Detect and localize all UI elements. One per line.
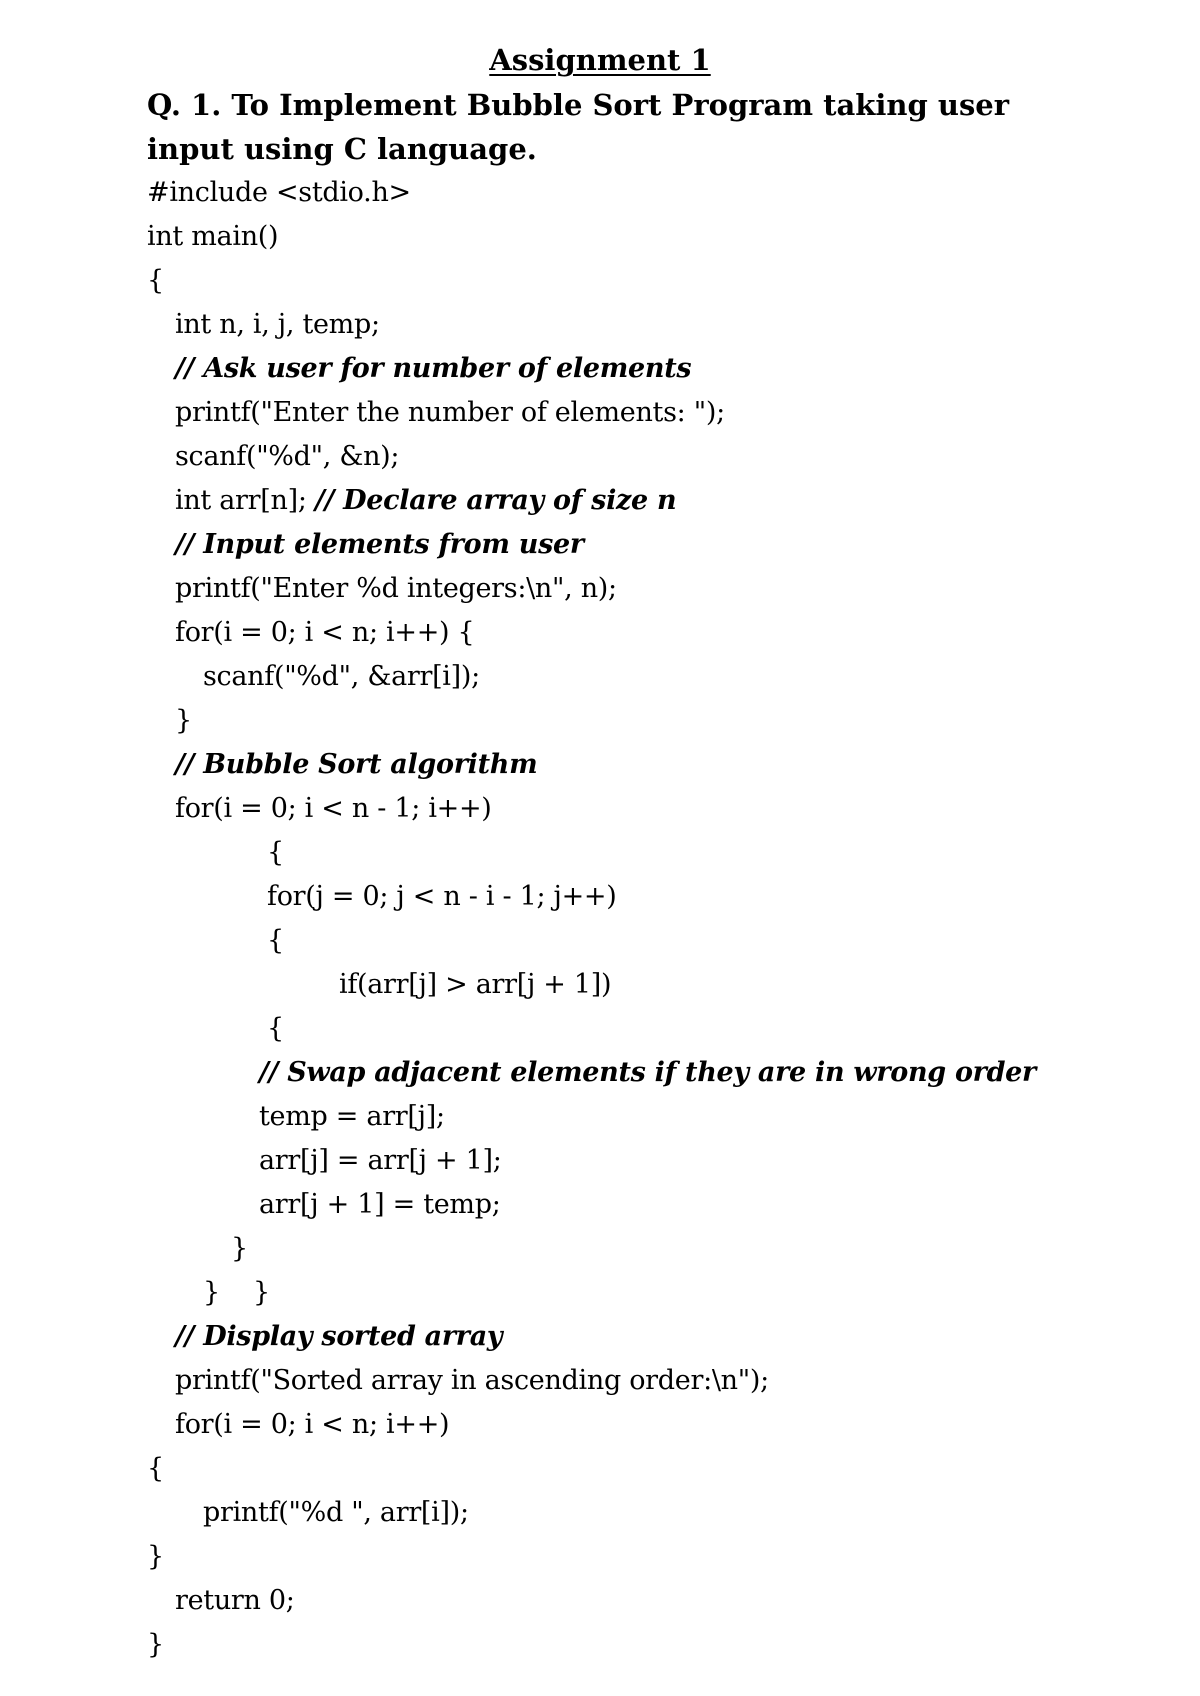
code-line — [147, 1535, 1107, 1579]
code-text: scanf("%d", &arr[i]); — [203, 661, 480, 692]
code-text: for(i = 0; i < n; i++) — [175, 1409, 450, 1440]
code-line — [147, 259, 1107, 303]
code-comment: // Swap adjacent elements if they are in wrong order — [259, 1057, 1036, 1088]
code-line — [147, 963, 1107, 1007]
code-text: printf("Sorted array in ascending order:\n"); — [175, 1365, 769, 1396]
code-line — [147, 1359, 1107, 1403]
code-line — [147, 743, 1107, 787]
code-comment: // Declare array of size n — [314, 485, 677, 516]
code-text: int arr[n]; — [175, 485, 315, 516]
code-text: { — [267, 925, 284, 956]
code-line — [147, 831, 1107, 875]
code-line — [147, 1227, 1107, 1271]
code-text: { — [267, 1013, 284, 1044]
code-text: for(j = 0; j < n - i - 1; j++) — [267, 881, 617, 912]
code-line — [147, 391, 1107, 435]
code-line — [147, 1139, 1107, 1183]
code-text: int n, i, j, temp; — [175, 309, 380, 340]
code-line — [147, 787, 1107, 831]
code-text: { — [147, 265, 164, 296]
code-line — [147, 303, 1107, 347]
code-line — [147, 919, 1107, 963]
code-line — [147, 347, 1107, 391]
code-text: { — [147, 1453, 164, 1484]
code-line — [147, 1051, 1107, 1095]
code-text: #include <stdio.h> — [147, 177, 411, 208]
code-text: } — [175, 705, 192, 736]
code-text: for(i = 0; i < n - 1; i++) — [175, 793, 492, 824]
code-line — [147, 1579, 1107, 1623]
code-text: printf("%d ", arr[i]); — [203, 1497, 469, 1528]
code-block — [147, 171, 1107, 1667]
code-text: if(arr[j] > arr[j + 1]) — [339, 969, 612, 1000]
code-line — [147, 479, 1107, 523]
code-line — [147, 611, 1107, 655]
code-comment: // Ask user for number of elements — [175, 353, 692, 384]
code-line — [147, 215, 1107, 259]
code-line — [147, 699, 1107, 743]
code-line — [147, 655, 1107, 699]
code-text: arr[j + 1] = temp; — [259, 1189, 501, 1220]
code-line — [147, 875, 1107, 919]
code-line — [147, 1095, 1107, 1139]
code-text: for(i = 0; i < n; i++) { — [175, 617, 475, 648]
code-line — [147, 567, 1107, 611]
code-comment: // Input elements from user — [175, 529, 584, 560]
code-line — [147, 1007, 1107, 1051]
code-line — [147, 1271, 1107, 1315]
code-text: scanf("%d", &n); — [175, 441, 400, 472]
code-text: } } — [203, 1277, 270, 1308]
code-text: printf("Enter the number of elements: "); — [175, 397, 725, 428]
code-line — [147, 1183, 1107, 1227]
code-text: { — [267, 837, 284, 868]
code-line — [147, 1623, 1107, 1667]
code-text: } — [231, 1233, 248, 1264]
code-text: int main() — [147, 221, 279, 252]
question-heading: Q. 1. To Implement Bubble Sort Program taking user input using C language. — [147, 88, 1009, 166]
code-line — [147, 171, 1107, 215]
code-line — [147, 1315, 1107, 1359]
code-line — [147, 1403, 1107, 1447]
code-text: } — [147, 1629, 164, 1660]
code-line — [147, 1491, 1107, 1535]
code-text: } — [147, 1541, 164, 1572]
code-comment: // Bubble Sort algorithm — [175, 749, 538, 780]
page-title: Assignment 1 — [489, 43, 711, 77]
code-text: temp = arr[j]; — [259, 1101, 445, 1132]
code-line — [147, 1447, 1107, 1491]
code-line — [147, 435, 1107, 479]
code-text: return 0; — [175, 1585, 295, 1616]
code-comment: // Display sorted array — [175, 1321, 503, 1352]
code-text: arr[j] = arr[j + 1]; — [259, 1145, 502, 1176]
code-line — [147, 523, 1107, 567]
code-text: printf("Enter %d integers:\n", n); — [175, 573, 617, 604]
